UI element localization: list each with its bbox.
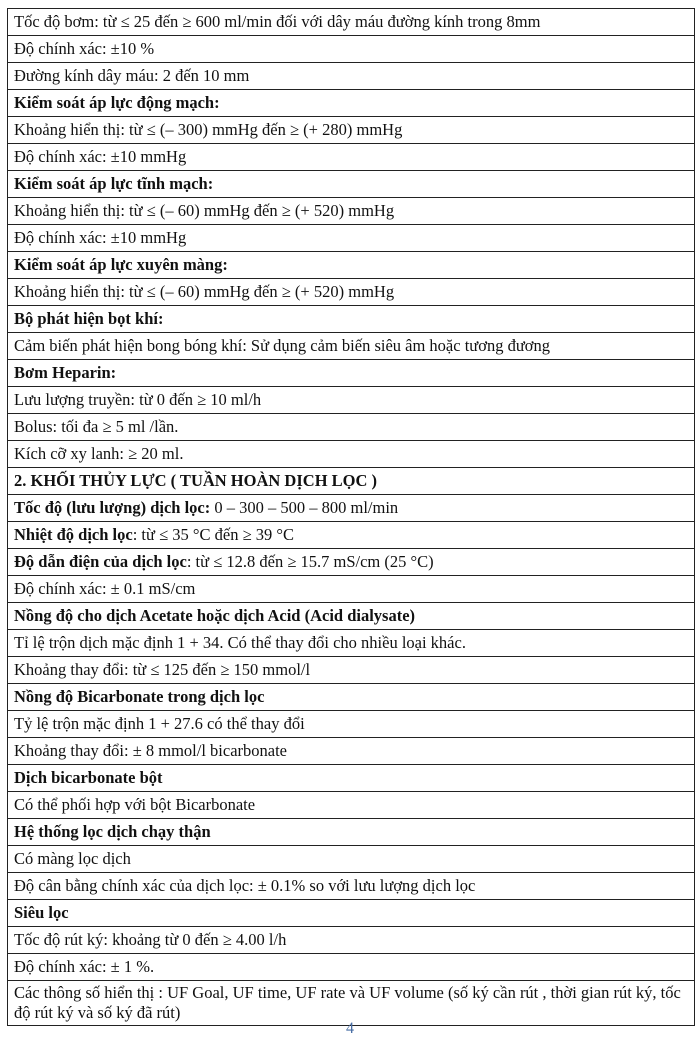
table-cell <box>8 63 695 90</box>
table-row <box>8 576 695 603</box>
table-cell: Các thông số hiển thị : UF Goal, UF time, UF rate và UF volume (số ký cần rút , thời gian rút ký, tốc độ rút ký và số ký đã rút) <box>8 981 695 1026</box>
table-cell <box>8 414 695 441</box>
table-row <box>8 792 695 819</box>
table-cell <box>8 738 695 765</box>
cell-text: Khoảng hiển thị: từ ≤ (– 60) mmHg đến ≥ (+ 520) mmHg <box>14 282 395 301</box>
table-row <box>8 441 695 468</box>
table-row <box>8 225 695 252</box>
cell-text: Khoảng hiển thị: từ ≤ (– 60) mmHg đến ≥ (+ 520) mmHg <box>14 201 395 220</box>
table-row <box>8 981 695 1026</box>
table-cell <box>8 360 695 387</box>
table-cell <box>8 9 695 36</box>
table-row <box>8 603 695 630</box>
table-row <box>8 846 695 873</box>
table-cell <box>8 144 695 171</box>
bold-label: Bộ phát hiện bọt khí: <box>14 309 164 328</box>
table-cell <box>8 684 695 711</box>
page-number: 4 <box>346 1020 354 1037</box>
cell-text: Khoảng hiển thị: từ ≤ (– 300) mmHg đến ≥ (+ 280) mmHg <box>14 120 403 139</box>
bold-label: Nhiệt độ dịch lọc <box>14 525 133 544</box>
table-cell <box>8 927 695 954</box>
table-row <box>8 252 695 279</box>
table-cell <box>8 846 695 873</box>
table-row <box>8 171 695 198</box>
cell-text: Tốc độ rút ký: khoảng từ 0 đến ≥ 4.00 l/h <box>14 930 287 949</box>
cell-text: Cảm biến phát hiện bong bóng khí: Sử dụng cảm biến siêu âm hoặc tương đương <box>14 336 550 355</box>
cell-text: Độ chính xác: ±10 % <box>14 39 155 58</box>
cell-text: : từ ≤ 12.8 đến ≥ 15.7 mS/cm (25 °C) <box>186 552 434 571</box>
table-cell <box>8 522 695 549</box>
table-row <box>8 333 695 360</box>
cell-text: 0 – 300 – 500 – 800 ml/min <box>210 498 399 517</box>
table-row <box>8 279 695 306</box>
table-cell <box>8 468 695 495</box>
bold-label: Kiểm soát áp lực tĩnh mạch: <box>14 174 214 193</box>
table-cell <box>8 954 695 981</box>
bold-label: Nồng độ cho dịch Acetate hoặc dịch Acid (Acid dialysate) <box>14 606 416 625</box>
cell-text: Độ chính xác: ± 1 %. <box>14 957 155 976</box>
spec-table-body <box>8 9 695 1026</box>
cell-text: Tỉ lệ trộn dịch mặc định 1 + 34. Có thể thay đổi cho nhiều loại khác. <box>14 633 466 652</box>
cell-text: Tỷ lệ trộn mặc định 1 + 27.6 có thể thay đổi <box>14 714 305 733</box>
table-cell <box>8 792 695 819</box>
bold-label: Dịch bicarbonate bột <box>14 768 163 787</box>
bold-label: Bơm Heparin: <box>14 363 117 382</box>
table-cell <box>8 873 695 900</box>
cell-text: Độ chính xác: ±10 mmHg <box>14 228 187 247</box>
table-row <box>8 738 695 765</box>
table-row <box>8 90 695 117</box>
table-cell <box>8 279 695 306</box>
table-row <box>8 306 695 333</box>
table-row <box>8 117 695 144</box>
cell-text: Bolus: tối đa ≥ 5 ml /lần. <box>14 417 179 436</box>
table-row <box>8 495 695 522</box>
table-cell <box>8 387 695 414</box>
cell-text: Độ chính xác: ±10 mmHg <box>14 147 187 166</box>
table-cell <box>8 333 695 360</box>
table-row <box>8 414 695 441</box>
table-row <box>8 9 695 36</box>
bold-label: Hệ thống lọc dịch chạy thận <box>14 822 211 841</box>
bold-label: Siêu lọc <box>14 903 69 922</box>
table-cell <box>8 900 695 927</box>
table-row <box>8 657 695 684</box>
table-cell <box>8 225 695 252</box>
table-cell <box>8 630 695 657</box>
cell-text: Có thể phối hợp với bột Bicarbonate <box>14 795 256 814</box>
cell-text: Tốc độ bơm: từ ≤ 25 đến ≥ 600 ml/min đối với dây máu đường kính trong 8mm <box>14 12 541 31</box>
bold-label: Kiểm soát áp lực xuyên màng: <box>14 255 228 274</box>
cell-text: Lưu lượng truyền: từ 0 đến ≥ 10 ml/h <box>14 390 262 409</box>
table-row <box>8 468 695 495</box>
table-row <box>8 819 695 846</box>
cell-text: Đường kính dây máu: 2 đến 10 mm <box>14 66 250 85</box>
table-cell <box>8 765 695 792</box>
table-cell <box>8 441 695 468</box>
table-cell <box>8 90 695 117</box>
table-cell <box>8 117 695 144</box>
table-row <box>8 198 695 225</box>
table-row <box>8 765 695 792</box>
table-cell <box>8 36 695 63</box>
bold-label: Nồng độ Bicarbonate trong dịch lọc <box>14 687 265 706</box>
table-row <box>8 522 695 549</box>
cell-text: : từ ≤ 35 °C đến ≥ 39 °C <box>132 525 294 544</box>
cell-text: Độ cân bằng chính xác của dịch lọc: ± 0.1% so với lưu lượng dịch lọc <box>14 876 476 895</box>
table-cell <box>8 819 695 846</box>
table-cell <box>8 252 695 279</box>
table-row <box>8 63 695 90</box>
bold-label: 2. KHỐI THỦY LỰC ( TUẦN HOÀN DỊCH LỌC ) <box>14 471 378 490</box>
table-row <box>8 927 695 954</box>
table-row <box>8 711 695 738</box>
cell-text: Có màng lọc dịch <box>14 849 131 868</box>
bold-label: Tốc độ (lưu lượng) dịch lọc: <box>14 498 211 517</box>
table-row <box>8 873 695 900</box>
table-cell <box>8 576 695 603</box>
cell-text: Kích cỡ xy lanh: ≥ 20 ml. <box>14 444 184 463</box>
cell-text: Khoảng thay đổi: từ ≤ 125 đến ≥ 150 mmol/l <box>14 660 311 679</box>
table-cell <box>8 549 695 576</box>
table-cell <box>8 711 695 738</box>
table-row <box>8 954 695 981</box>
table-row <box>8 684 695 711</box>
table-row <box>8 549 695 576</box>
table-cell <box>8 306 695 333</box>
table-row <box>8 630 695 657</box>
table-row <box>8 900 695 927</box>
bold-label: Độ dẫn điện của dịch lọc <box>14 552 187 571</box>
table-row <box>8 387 695 414</box>
table-cell <box>8 495 695 522</box>
table-cell <box>8 171 695 198</box>
spec-table <box>7 8 695 1026</box>
cell-text: Độ chính xác: ± 0.1 mS/cm <box>14 579 196 598</box>
table-row <box>8 144 695 171</box>
table-cell <box>8 198 695 225</box>
table-cell <box>8 657 695 684</box>
table-row <box>8 360 695 387</box>
table-row <box>8 36 695 63</box>
table-cell <box>8 603 695 630</box>
bold-label: Kiểm soát áp lực động mạch: <box>14 93 220 112</box>
cell-text: Khoảng thay đổi: ± 8 mmol/l bicarbonate <box>14 741 287 760</box>
